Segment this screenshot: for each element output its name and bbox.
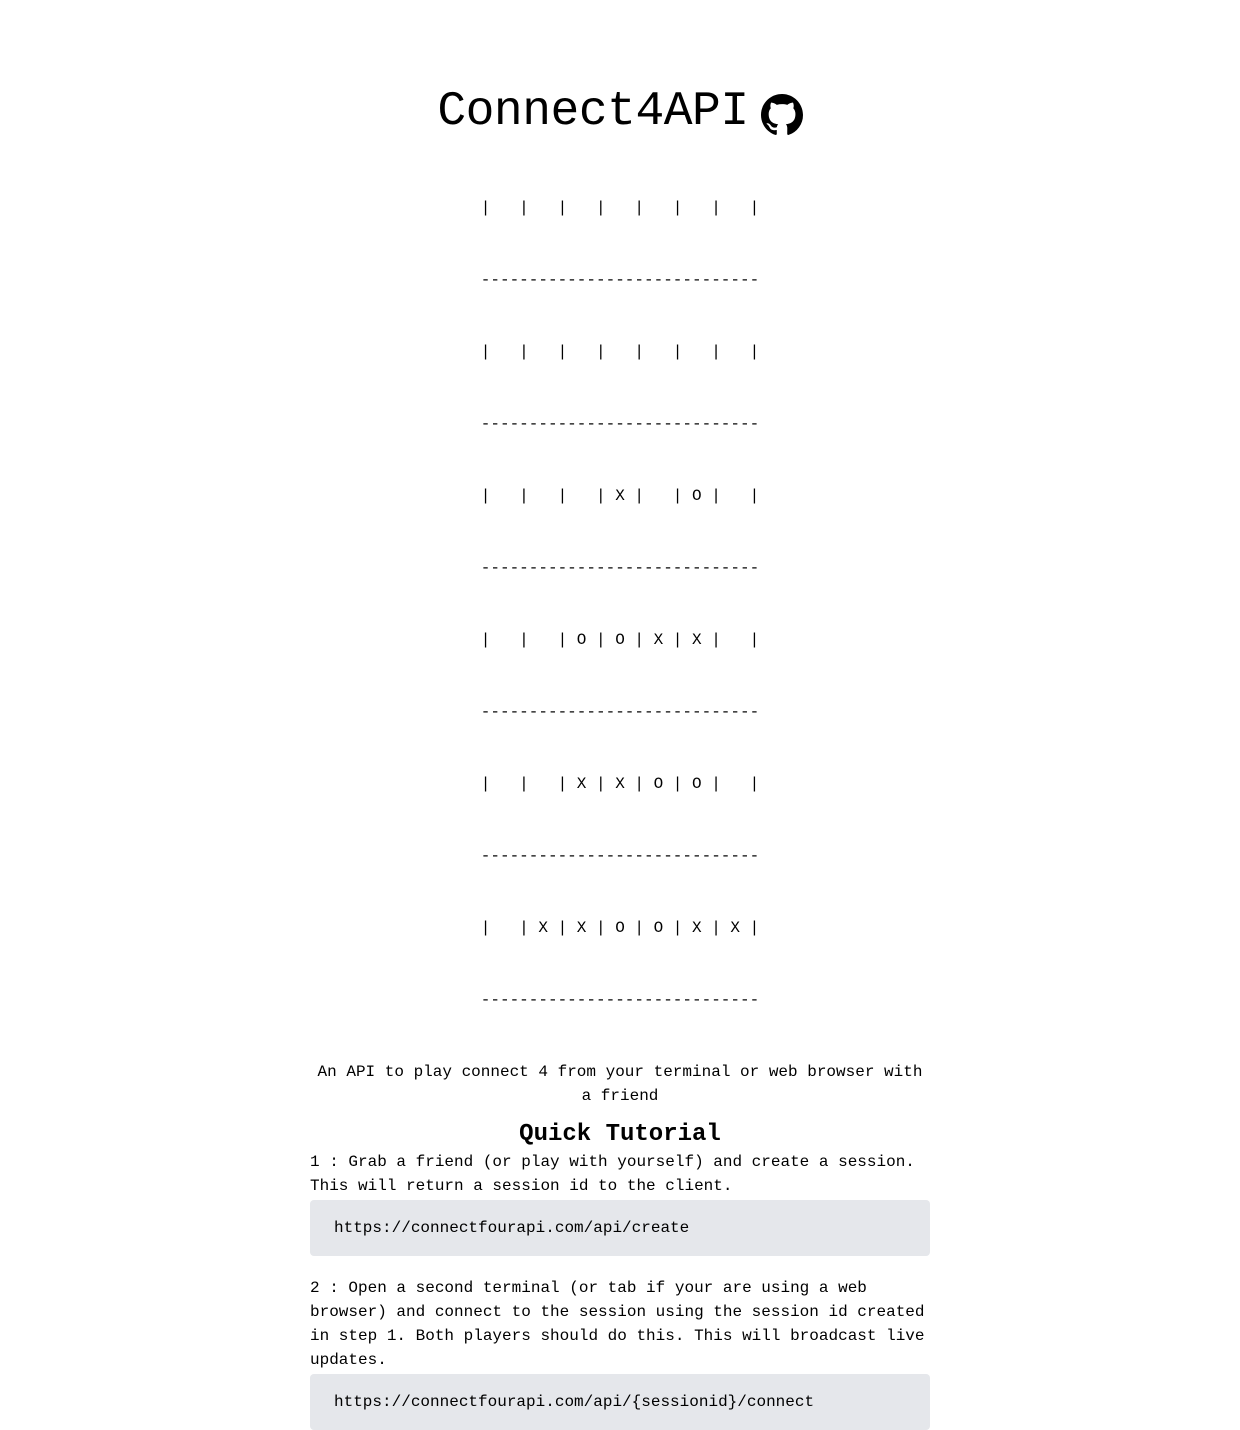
step-1-code[interactable]: https://connectfourapi.com/api/create: [310, 1200, 930, 1256]
board-row: | | | X | X | O | O | |: [480, 775, 760, 793]
board-row: | | | | | | | |: [480, 343, 760, 361]
main-container: [310, 0, 930, 1430]
github-icon: [761, 94, 803, 136]
board-separator: -----------------------------: [480, 991, 760, 1009]
step-2-code[interactable]: https://connectfourapi.com/api/{sessionid}/connect: [310, 1374, 930, 1430]
board-separator: -----------------------------: [480, 415, 760, 433]
board-separator: -----------------------------: [480, 271, 760, 289]
page-title: Connect4API: [437, 85, 749, 139]
step-1-text: 1 : Grab a friend (or play with yourself) and create a session. This will return a session id to the client.: [310, 1153, 915, 1195]
board-separator: -----------------------------: [480, 559, 760, 577]
board-row: | | | | | | | |: [480, 199, 760, 217]
tutorial-title: Quick Tutorial: [519, 1121, 721, 1148]
board-row: | | | O | O | X | X | |: [480, 631, 760, 649]
board-separator: -----------------------------: [480, 847, 760, 865]
header: [310, 84, 930, 140]
board-row: | | X | X | O | O | X | X |: [480, 919, 760, 937]
github-link[interactable]: [761, 94, 803, 136]
board-row: | | | | X | | O | |: [480, 487, 760, 505]
description: An API to play connect 4 from your terminal or web browser with a friend: [317, 1063, 923, 1105]
step-2-text: 2 : Open a second terminal (or tab if your are using a web browser) and connect to the session using the session id created in step 1. Both players should do this. This will broadcast live updates.: [310, 1279, 925, 1369]
game-board: [310, 148, 930, 1060]
board-separator: -----------------------------: [480, 703, 760, 721]
